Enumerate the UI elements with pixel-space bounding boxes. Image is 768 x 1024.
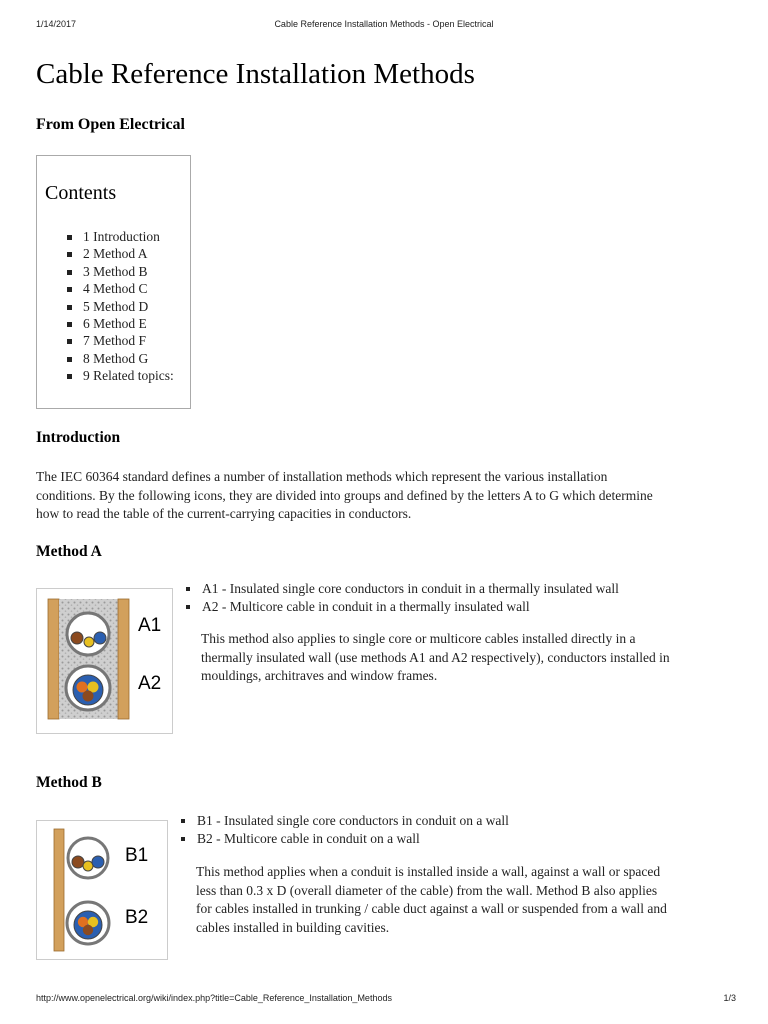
introduction-line: conditions. By the following icons, they are divided into groups and defined by the letters A to G which determine xyxy=(36,487,653,503)
method-b-heading: Method B xyxy=(36,774,102,791)
toc-title: Contents xyxy=(45,182,117,204)
page-subtitle: From Open Electrical xyxy=(36,116,185,133)
method-b-list xyxy=(181,812,509,847)
method-a-line: thermally insulated wall (use methods A1 and A2 respectively), conductors installed in xyxy=(201,649,670,665)
method-a-line: mouldings, architraves and window frames. xyxy=(201,668,438,684)
print-date: 1/14/2017 xyxy=(36,19,77,29)
method-a-paragraph xyxy=(201,630,741,686)
method-a-heading: Method A xyxy=(36,543,102,560)
method-b-line: less than 0.3 x D (overall diameter of the cable) from the wall. Method B also applies xyxy=(196,882,658,898)
toc-item-method-d[interactable]: 5 Method D xyxy=(67,298,174,315)
toc-list xyxy=(67,228,174,385)
figure-label-a2: A2 xyxy=(138,673,162,694)
figure-label-a1: A1 xyxy=(138,615,162,636)
figure-label-b1: B1 xyxy=(125,845,149,866)
method-a-diagram xyxy=(37,589,172,733)
method-b-line: cables installed in building cavities. xyxy=(196,919,390,935)
method-b1-item: B1 - Insulated single core conductors in conduit on a wall xyxy=(181,812,509,830)
method-b-diagram xyxy=(37,821,167,959)
wall-board-left xyxy=(48,599,59,719)
toc-item-method-a[interactable]: 2 Method A xyxy=(67,245,174,262)
toc-item-method-g[interactable]: 8 Method G xyxy=(67,350,174,367)
toc-item-related-topics[interactable]: 9 Related topics: xyxy=(67,367,174,384)
method-a1-item: A1 - Insulated single core conductors in conduit in a thermally insulated wall xyxy=(186,580,619,598)
method-b-line: This method applies when a conduit is installed inside a wall, against a wall or spaced xyxy=(196,864,661,879)
conductor-blue xyxy=(92,856,104,868)
wall-board xyxy=(54,829,64,951)
method-a-line: This method also applies to single core or multicore cables installed directly in a xyxy=(201,631,636,646)
toc-item-method-b[interactable]: 3 Method B xyxy=(67,263,174,280)
conductor-earth xyxy=(83,861,93,871)
method-a2-item: A2 - Multicore cable in conduit in a thermally insulated wall xyxy=(186,598,619,616)
toc-item-method-c[interactable]: 4 Method C xyxy=(67,280,174,297)
method-b2-item: B2 - Multicore cable in conduit on a wall xyxy=(181,830,509,848)
conductor-earth xyxy=(84,637,94,647)
method-a-list xyxy=(186,580,619,615)
print-page-number: 1/3 xyxy=(723,993,736,1003)
toc-item-method-e[interactable]: 6 Method E xyxy=(67,315,174,332)
core-brown xyxy=(83,691,94,702)
conductor-brown xyxy=(72,856,84,868)
conductor-blue xyxy=(94,632,106,644)
figure-label-b2: B2 xyxy=(125,907,149,928)
conductor-brown xyxy=(71,632,83,644)
method-b-line: for cables installed in trunking / cable duct against a wall or suspended from a wall and xyxy=(196,901,667,917)
print-header-title: Cable Reference Installation Methods - Open Electrical xyxy=(274,19,494,29)
introduction-paragraph xyxy=(36,468,736,524)
table-of-contents xyxy=(36,155,191,409)
print-footer-url: http://www.openelectrical.org/wiki/index.php?title=Cable_Reference_Installation_Methods xyxy=(36,993,392,1003)
method-a-figure xyxy=(36,588,173,734)
toc-item-method-f[interactable]: 7 Method F xyxy=(67,332,174,349)
wall-board-right xyxy=(118,599,129,719)
core-orange xyxy=(77,682,88,693)
method-b-paragraph xyxy=(196,863,741,937)
core-brown xyxy=(83,925,93,935)
introduction-line: how to read the table of the current-carrying capacities in conductors. xyxy=(36,506,412,522)
method-b-figure xyxy=(36,820,168,960)
toc-item-introduction[interactable]: 1 Introduction xyxy=(67,228,174,245)
introduction-heading: Introduction xyxy=(36,429,121,446)
introduction-line: The IEC 60364 standard defines a number of installation methods which represent the various installation xyxy=(36,469,608,484)
page-title: Cable Reference Installation Methods xyxy=(36,58,475,90)
